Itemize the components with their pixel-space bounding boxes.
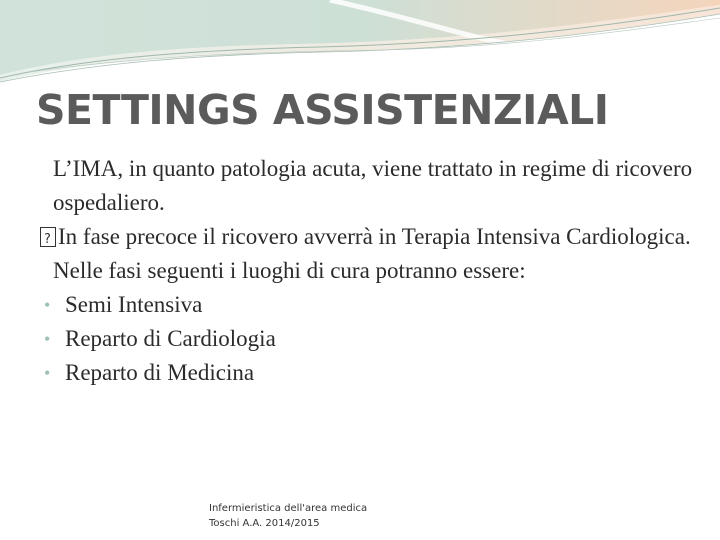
slide-title: SETTINGS ASSISTENZIALI [36,86,609,134]
paragraph-2-text: In fase precoce il ricovero avverrà in Terapia Intensiva Cardiologica. [58,224,691,249]
paragraph-3: Nelle fasi seguenti i luoghi di cura potranno essere: [53,258,526,283]
bullet-icon: • [44,329,51,349]
paragraph-2 [40,220,700,254]
bullet-icon: • [44,363,51,383]
list-item [40,322,700,356]
bullet-icon: • [44,295,51,315]
list-item [40,356,700,390]
list-item-text: Reparto di Medicina [65,360,255,385]
missing-glyph-icon [40,227,56,247]
paragraph-1: L’IMA, in quanto patologia acuta, viene trattato in regime di ricovero ospedaliero. [53,156,693,215]
footer-author-year: Toschi A.A. 2014/2015 [209,518,320,529]
list-item-text: Semi Intensiva [65,292,203,317]
list-item [40,288,700,322]
footer-course: Infermieristica dell'area medica [209,503,368,514]
header-wave-decoration [0,0,720,90]
list-item-text: Reparto di Cardiologia [65,326,276,351]
bullet-list [40,288,700,390]
slide-footer [209,501,367,531]
slide-body [40,152,700,390]
